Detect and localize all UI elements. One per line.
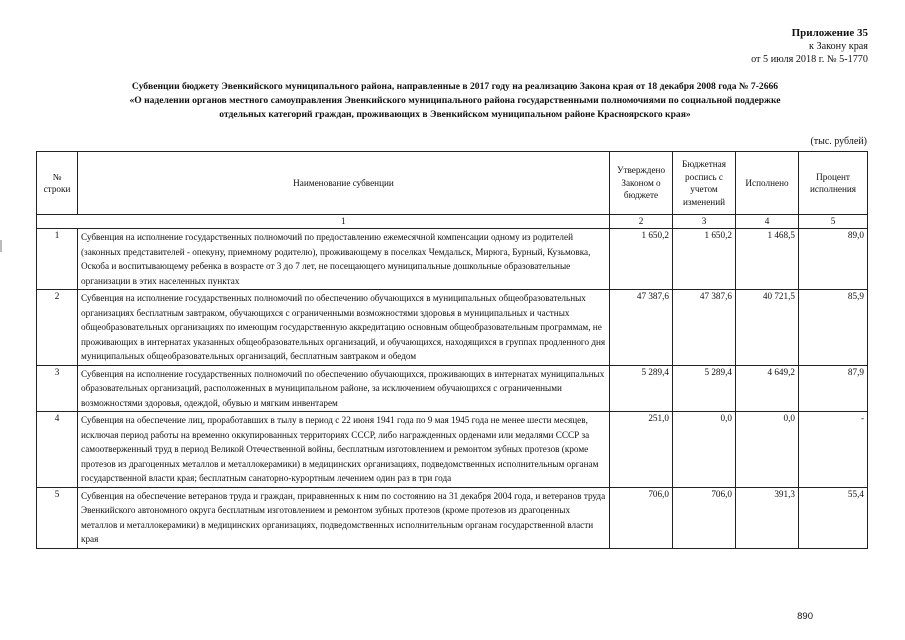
budget-value: 47 387,6 xyxy=(673,290,736,366)
header-percent: Процент исполнения xyxy=(799,152,868,215)
budget-value: 1 650,2 xyxy=(673,229,736,290)
subsidy-name: Субвенция на обеспечение ветеранов труда и граждан, приравненных к ним по состоянию на 31 декабря 2004 года, и ветеранов труда Эвенкийского автономного округа бесплатным изготовлением и ремонтом зубных протезов (кроме протезов из драгоценных металлов и металлокерамики) в медицинских организациях, подведомственных исполнительным органам государственной власти края xyxy=(78,487,610,548)
executed-value: 4 649,2 xyxy=(736,365,799,412)
header-budget-schedule: Бюджетная роспись с учетом изменений xyxy=(673,152,736,215)
heading-line-1: Субвенции бюджету Эвенкийского муниципального района, направленные в 2017 году на реализацию Закона края от 18 декабря 2008 года № 7-2666 xyxy=(131,81,779,92)
column-number-2: 2 xyxy=(610,215,673,229)
executed-value: 1 468,5 xyxy=(736,229,799,290)
appendix-law: к Закону края xyxy=(809,41,868,52)
budget-value: 706,0 xyxy=(673,487,736,548)
scan-mark xyxy=(0,240,2,252)
page-number: 890 xyxy=(797,611,813,622)
row-number: 5 xyxy=(37,487,78,548)
subsidy-name: Субвенция на исполнение государственных полномочий по обеспечению обучающихся в муниципальных общеобразовательных организациях бесплатным завтраком, обучающихся с ограниченными возможностями здоровья в муниципальных и частных общеобразовательных организациях по имеющим государственную аккредитацию основным общеобразовательным программам, не проживающих в интернатах указанных общеобразовательных организаций, и обучающихся, находящихся в группах продленного дня муниципальных общеобразовательных организаций, бесплатным завтраком и обедом xyxy=(78,290,610,366)
appendix-title: Приложение 35 xyxy=(791,27,868,39)
table-row xyxy=(37,290,868,366)
row-number: 3 xyxy=(37,365,78,412)
heading-line-2: «О наделении органов местного самоуправления Эвенкийского муниципального района государственными полномочиями по социальной поддержке xyxy=(129,95,781,106)
document-heading xyxy=(40,80,870,122)
subsidy-table xyxy=(36,151,868,549)
executed-value: 0,0 xyxy=(736,412,799,488)
approved-value: 1 650,2 xyxy=(610,229,673,290)
heading-line-3: отдельных категорий граждан, проживающих в Эвенкийском муниципальном районе Красноярского края» xyxy=(219,109,691,120)
executed-value: 40 721,5 xyxy=(736,290,799,366)
percent-value: 55,4 xyxy=(799,487,868,548)
table-row xyxy=(37,229,868,290)
subsidy-name: Субвенция на исполнение государственных полномочий по обеспечению обучающихся, проживающих в интернатах муниципальных образовательных организаций, расположенных в муниципальном районе, за исключением обучающихся с ограниченными возможностями здоровья, одеждой, обувью и мягким инвентарем xyxy=(78,365,610,412)
table-row xyxy=(37,365,868,412)
percent-value: 87,9 xyxy=(799,365,868,412)
appendix-block xyxy=(751,27,868,66)
budget-value: 0,0 xyxy=(673,412,736,488)
column-number-1: 1 xyxy=(78,215,610,229)
executed-value: 391,3 xyxy=(736,487,799,548)
header-executed: Исполнено xyxy=(736,152,799,215)
percent-value: 85,9 xyxy=(799,290,868,366)
header-row-number: № строки xyxy=(37,152,78,215)
approved-value: 5 289,4 xyxy=(610,365,673,412)
row-number: 2 xyxy=(37,290,78,366)
approved-value: 251,0 xyxy=(610,412,673,488)
header-approved: Утверждено Законом о бюджете xyxy=(610,152,673,215)
subsidy-name: Субвенция на исполнение государственных полномочий по предоставлению ежемесячной компенсации одному из родителей (законных представителей - опекуну, приемному родителю), проживающему в поселках Чемдальск, Мирюга, Бурный, Кузьмовка, Оскоба и воспитывающему ребенка в возрасте от 3 до 7 лет, не посещающего муниципальные дошкольные образовательные организации в этих населенных пунктах xyxy=(78,229,610,290)
table-row xyxy=(37,412,868,488)
row-number: 1 xyxy=(37,229,78,290)
subsidy-name: Субвенция на обеспечение лиц, проработавших в тылу в период с 22 июня 1941 года по 9 мая 1945 года не менее шести месяцев, исключая период работы на временно оккупированных территориях СССР, либо награжденных орденами или медалями СССР за самоотверженный труд в период Великой Отечественной войны, бесплатным изготовлением и ремонтом зубных протезов (кроме протезов из драгоценных металлов и металлокерамики) в медицинских организациях, подведомственных исполнительным органам государственной власти края; бесплатным санаторно-курортным лечением один раз в три года xyxy=(78,412,610,488)
column-number-5: 5 xyxy=(799,215,868,229)
budget-value: 5 289,4 xyxy=(673,365,736,412)
approved-value: 706,0 xyxy=(610,487,673,548)
percent-value: - xyxy=(799,412,868,488)
percent-value: 89,0 xyxy=(799,229,868,290)
table-row xyxy=(37,487,868,548)
approved-value: 47 387,6 xyxy=(610,290,673,366)
column-number-row xyxy=(37,215,868,229)
column-number-4: 4 xyxy=(736,215,799,229)
row-number: 4 xyxy=(37,412,78,488)
appendix-date: от 5 июля 2018 г. № 5-1770 xyxy=(751,54,868,65)
header-subsidy-name: Наименование субвенции xyxy=(78,152,610,215)
units-label: (тыс. рублей) xyxy=(810,136,867,147)
column-number-3: 3 xyxy=(673,215,736,229)
